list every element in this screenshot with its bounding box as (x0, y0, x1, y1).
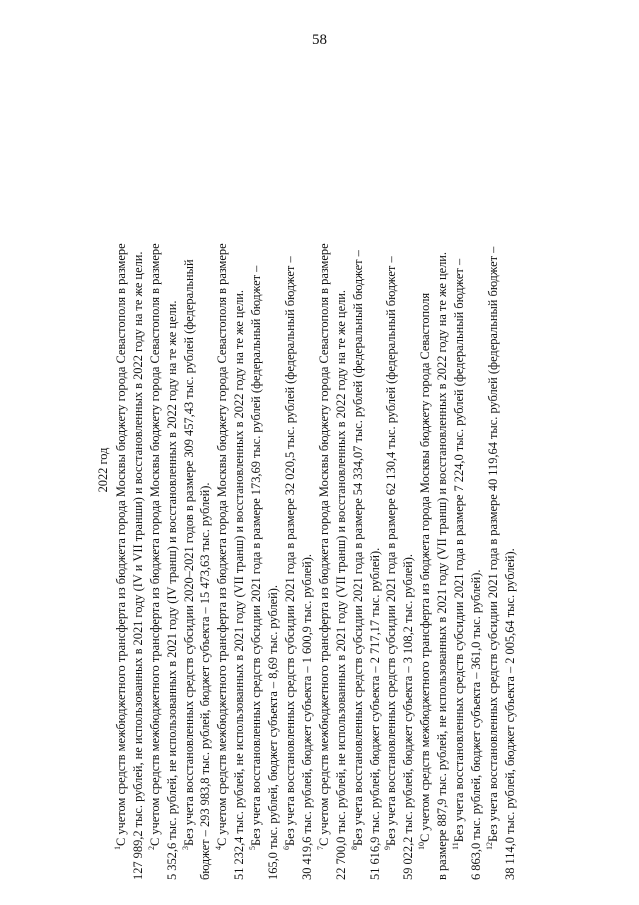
footnote-mark: 11 (450, 842, 460, 850)
section-heading: 2022 год (96, 447, 110, 493)
footnote-mark: 12 (484, 842, 494, 850)
footnote (417, 60, 451, 880)
footnote (214, 60, 248, 880)
footnote-text: С учетом средств межбюджетного трансферта из бюджета города Москвы бюджету города Севастополя в размере (147, 243, 162, 846)
footnote-text: Без учета восстановленных средств субсидии 2021 года в размере 173,69 тыс. рублей (федеральный бюджет – (249, 265, 264, 846)
rotated-content (95, 60, 519, 880)
footnote-text: 51 616,9 тыс. рублей, бюджет субъекта – 2 717,17 тыс. рублей). (367, 547, 382, 880)
footnote-text: С учетом средств межбюджетного трансферта из бюджета города Москвы бюджету города Севастополя в размере (316, 243, 331, 846)
footnote (113, 60, 147, 880)
footnote-text: 38 114,0 тыс. рублей, бюджет субъекта – 2 005,64 тыс. рублей). (502, 548, 517, 880)
footnote-mark: 8 (349, 846, 359, 850)
footnote-text: С учетом средств межбюджетного трансферта из бюджета города Москвы бюджету города Севастополя в размере (215, 243, 230, 846)
footnote-text: 30 419,6 тыс. рублей, бюджет субъекта – 1 600,9 тыс. рублей). (299, 554, 314, 880)
footnote-text: 51 232,4 тыс. рублей, не использованных в 2021 году (VII транш) и восстановленных в 2022 году на те же цели. (232, 290, 247, 880)
footnote-text: 5 352,6 тыс. рублей, не использованных в 2021 году (IV транш) и восстановленных в 2022 году на те же цели. (164, 300, 179, 880)
footnote-mark: 5 (248, 846, 258, 850)
footnote-text: Без учета восстановленных средств субсидии 2021 года в размере 32 020,5 тыс. рублей (федеральный бюджет – (282, 256, 297, 846)
footnote-mark: 6 (281, 846, 291, 850)
footnote-text: С учетом средств межбюджетного трансферта из бюджета города Москвы бюджету города Севастополя в размере (113, 243, 128, 846)
footnote-text: Без учета восстановленных средств субсидии 2020–2021 годов в размере 309 457,43 тыс. рублей (федеральный (181, 259, 196, 846)
footnote (485, 60, 519, 880)
footnote-mark: 2 (146, 846, 156, 850)
footnote-text: 6 863,0 тыс. рублей, бюджет субъекта – 361,0 тыс. рублей). (468, 569, 483, 880)
footnote-mark: 1 (112, 846, 122, 850)
footnote-text: С учетом средств межбюджетного трансферта из бюджета города Москвы бюджету города Севастополя (418, 292, 433, 842)
footnote (181, 60, 215, 880)
footnote (451, 60, 485, 880)
footnote-text: Без учета восстановленных средств субсидии 2021 года в размере 62 130,4 тыс. рублей (федеральный бюджет – (384, 256, 399, 846)
footnote-mark: 7 (315, 846, 325, 850)
footnote-text: Без учета восстановленных средств субсидии 2021 года в размере 40 119,64 тыс. рублей (федеральный бюджет – (485, 246, 500, 842)
footnote (316, 60, 350, 880)
footnote (282, 60, 316, 880)
footnote-text: бюджет – 293 983,8 тыс. рублей, бюджет субъекта – 15 473,63 тыс. рублей). (198, 482, 213, 880)
footnote-text: 59 022,2 тыс. рублей, бюджет субъекта – 3 108,2 тыс. рублей). (401, 554, 416, 880)
footnote-mark: 3 (180, 846, 190, 850)
page-number: 58 (312, 32, 327, 48)
footnote (350, 60, 384, 880)
footnote (248, 60, 282, 880)
footnote-text: 127 989,2 тыс. рублей, не использованных в 2021 году (IV и VII транши) и восстановленных в 2022 году на те же цели. (130, 251, 145, 880)
footnote-mark: 9 (383, 846, 393, 850)
footnote (383, 60, 417, 880)
footnote-mark: 4 (214, 846, 224, 850)
footnote-text: в размере 887,9 тыс. рублей, не использованных в 2021 году (VII транш) и восстановленных в 2022 году на те же цели. (435, 252, 450, 880)
footnote-text: 22 700,0 тыс. рублей, не использованных в 2021 году (VII транш) и восстановленных в 2022 году на те же цели. (333, 290, 348, 880)
footnote-text: 165,0 тыс. рублей, бюджет субъекта – 8,69 тыс. рублей). (266, 584, 281, 880)
footnote-text: Без учета восстановленных средств субсидии 2021 года в размере 7 224,0 тыс. рублей (федеральный бюджет – (452, 258, 467, 843)
footnote-text: Без учета восстановленных средств субсидии 2021 года в размере 54 334,07 тыс. рублей (федеральный бюджет – (350, 250, 365, 846)
footnote-mark: 10 (417, 842, 427, 850)
footnote (147, 60, 181, 880)
